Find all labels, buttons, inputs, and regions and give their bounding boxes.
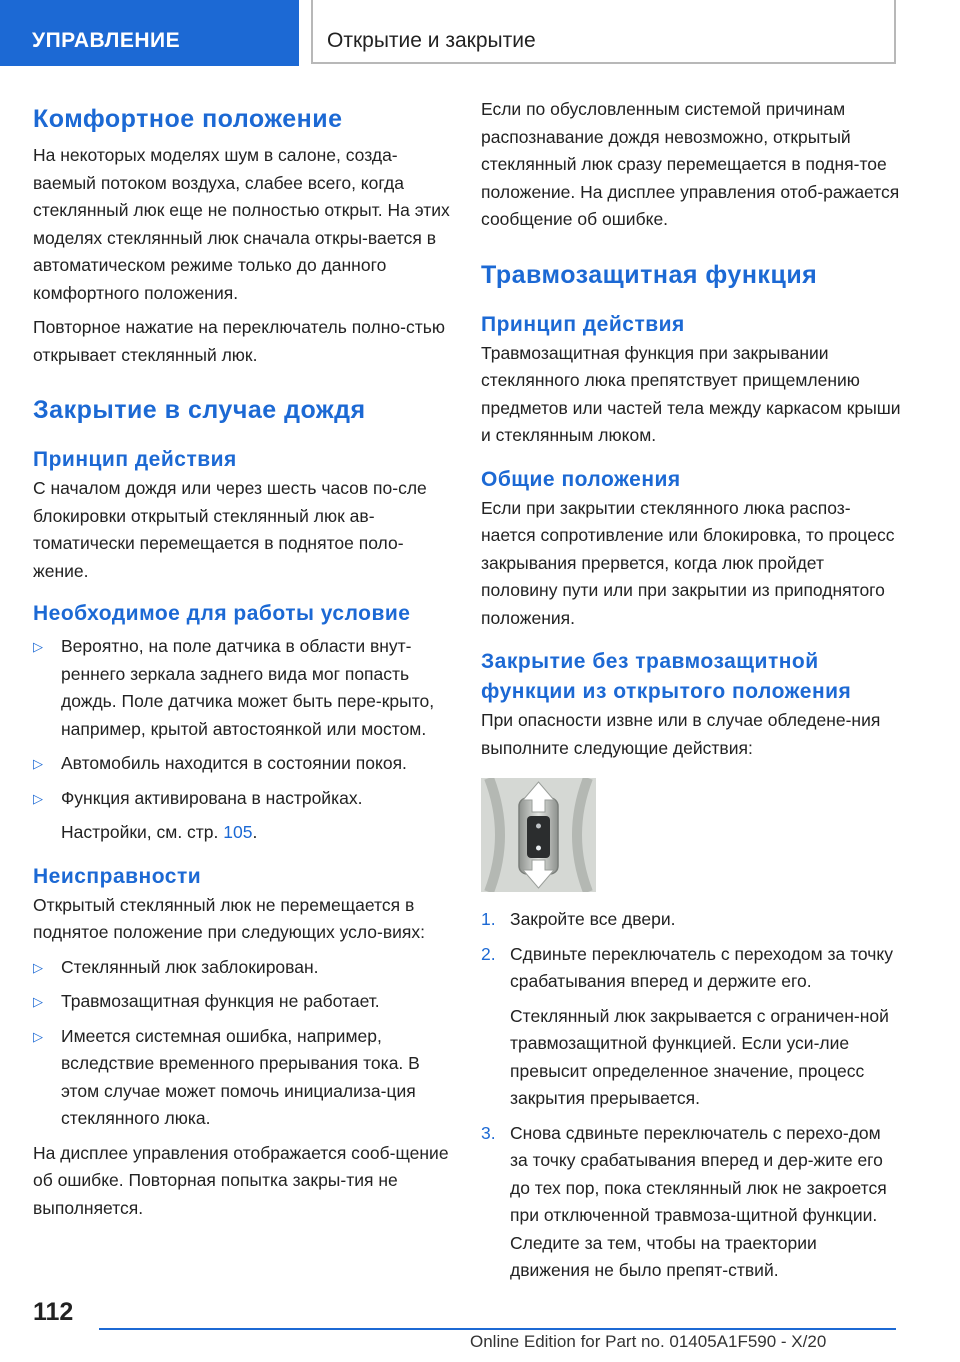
right-column — [481, 96, 901, 1285]
page-number: 112 — [33, 1298, 74, 1326]
step-item — [481, 906, 901, 934]
heading-general: Общие положения — [481, 467, 681, 491]
heading-principle-right: Принцип действия — [481, 312, 685, 336]
bullet-triangle-icon: ▷ — [33, 959, 43, 975]
step-text: Сдвиньте переключатель с переходом за точку срабатывания вперед и держите его. — [510, 943, 894, 991]
condition-item — [33, 785, 453, 813]
condition-item — [33, 633, 453, 743]
step-item — [481, 941, 901, 996]
step-number: 3. — [481, 1122, 496, 1143]
footer-edition: Online Edition for Part no. 01405A1F590 - X/20 — [470, 1332, 827, 1351]
fault-item — [33, 954, 453, 982]
fault-item — [33, 988, 453, 1016]
heading-principle: Принцип действия — [33, 448, 237, 471]
sunroof-switch-icon — [481, 778, 596, 892]
heading-faults: Неисправности — [33, 864, 202, 888]
chapter-title: Открытие и закрытие — [311, 0, 896, 64]
close-intro-paragraph: При опасности извне или в случае обледене-ния выполните следующие действия: — [481, 710, 881, 758]
step-2-note: Стеклянный люк закрывается с ограничен-ной травмозащитной функцией. Если уси-лие превысит определенное значение, процесс закрытия прерывается. — [510, 1005, 889, 1108]
comfort-paragraph-1: На некоторых моделях шум в салоне, созда-ваемый потоком воздуха, слабее всего, когда стеклянный люк еще не полностью открыт. На этих моделях стеклянный люк сначала откры-вается в автоматическом режиме только до данного комфортного положения. — [33, 145, 450, 303]
fault-item — [33, 1023, 453, 1133]
left-column — [33, 96, 453, 1222]
condition-text: Автомобиль находится в состоянии покоя. — [61, 753, 407, 773]
heading-conditions: Необходимое для работы условие — [33, 602, 411, 625]
heading-close-without-antitrap: Закрытие без травмозащитной функции из открытого положения — [481, 650, 852, 703]
fault-text: Травмозащитная функция не работает. — [61, 991, 380, 1011]
fault-text: Стеклянный люк заблокирован. — [61, 956, 319, 977]
bullet-triangle-icon: ▷ — [33, 639, 43, 654]
bullet-triangle-icon: ▷ — [33, 1028, 43, 1044]
switch-illustration — [481, 778, 596, 892]
step-text: Закройте все двери. — [510, 909, 676, 929]
footer-divider — [99, 1328, 896, 1330]
settings-page-link[interactable]: 105 — [223, 822, 253, 842]
step-text: Снова сдвиньте переключатель с перехо-дом за точку срабатывания вперед и дер-жите его до тех пор, пока стеклянный люк не закроется при отключенной травмоза-щитной функции. Следите за тем, чтобы на траектории движения не было препят-ствий. — [510, 1122, 887, 1280]
faults-end-paragraph: На дисплее управления отображается сооб-щение об ошибке. Повторная попытка закры-тия не выполняется. — [33, 1142, 449, 1218]
bullet-triangle-icon: ▷ — [33, 756, 43, 771]
antitrap-principle-paragraph: Травмозащитная функция при закрывании стеклянного люка препятствует прищемлению предметов или частей тела между каркасом крыши и стеклянным люком. — [481, 342, 901, 445]
condition-item — [33, 750, 453, 778]
step-number: 2. — [481, 943, 496, 964]
condition-text: Вероятно, на поле датчика в области внут-реннего зеркала заднего вида мог попасть дождь. Поле датчика может быть пере-крыто, например, крытой автостоянкой или мостом. — [61, 636, 435, 739]
rain-detect-paragraph: Если по обусловленным системой причинам распознавание дождя невозможно, открытый стеклянный люк сразу перемещается в подня-тое положение. На дисплее управления отоб-ражается сообщение об ошибке. — [481, 99, 900, 229]
step-item — [481, 1120, 901, 1285]
settings-reference: Настройки, см. стр. 105. — [61, 822, 258, 842]
heading-antitrap: Травмозащитная функция — [481, 260, 818, 289]
general-paragraph: Если при закрытии стеклянного люка распоз-нается сопротивление или блокировка, то процесс закрывания прервется, когда люк пройдет половину пути или при закрытии из приподнятого положения. — [481, 497, 895, 628]
bullet-triangle-icon: ▷ — [33, 790, 43, 806]
faults-paragraph: Открытый стеклянный люк не перемещается в поднятое положение при следующих усло-виях: — [33, 894, 426, 942]
fault-text: Имеется системная ошибка, например, вследствие временного прерывания тока. В этом случае может помочь инициализа-ция стеклянного люка. — [61, 1025, 420, 1128]
section-tab: УПРАВЛЕНИЕ — [0, 0, 299, 66]
settings-ref-text: Настройки, см. стр. — [61, 822, 219, 842]
comfort-paragraph-2: Повторное нажатие на переключатель полно-стью открывает стеклянный люк. — [33, 317, 445, 365]
heading-rain-closing: Закрытие в случае дождя — [33, 396, 366, 424]
step-number: 1. — [481, 909, 496, 929]
bullet-triangle-icon: ▷ — [33, 994, 43, 1009]
condition-text: Функция активирована в настройках. — [61, 787, 363, 808]
heading-comfort-position: Комфортное положение — [33, 105, 343, 133]
principle-paragraph: С началом дождя или через шесть часов по-сле блокировки открытый стеклянный люк ав-томатически перемещается в поднятое поло-жение. — [33, 478, 427, 581]
